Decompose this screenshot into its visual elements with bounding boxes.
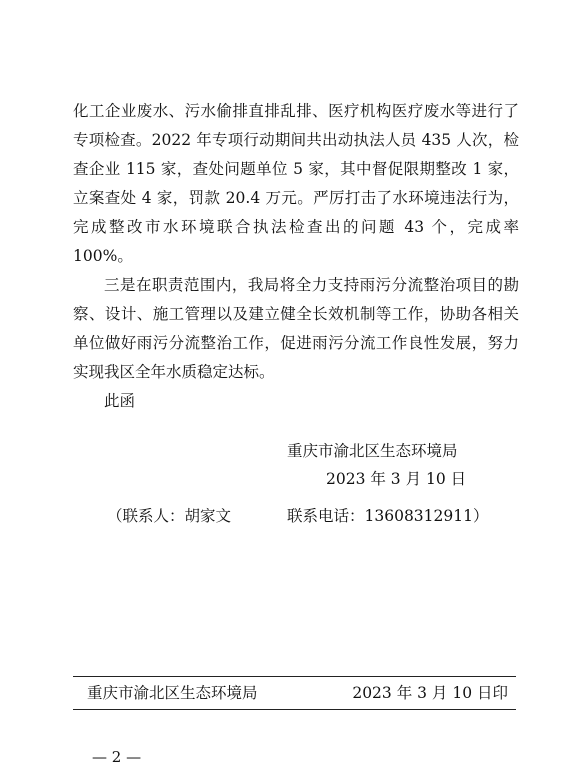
signature-organization: 重庆市渝北区生态环境局 (287, 442, 458, 460)
footer-print-date: 2023 年 3 月 10 日印 (352, 684, 508, 702)
signature-date: 2023 年 3 月 10 日 (326, 470, 467, 488)
paragraph-closing: 此函 (104, 392, 136, 410)
footer-top-rule (73, 676, 516, 677)
contact-phone: 联系电话：13608312911） (287, 507, 489, 525)
body-text (73, 97, 519, 416)
footer-issuer: 重庆市渝北区生态环境局 (87, 684, 258, 702)
paragraph-support-commitment: 三是在职责范围内，我局将全力支持雨污分流整治项目的勘察、设计、施工管理以及建立健全长效机制等工作，协助各相关单位做好雨污分流整治工作，促进雨污分流工作良性发展，努力实现我区全年水质稳定达标。 (73, 276, 519, 381)
paragraph-inspection-results: 化工企业废水、污水偷排直排乱排、医疗机构医疗废水等进行了专项检查。2022 年专项行动期间共出动执法人员 435 人次，检查企业 115 家，查处问题单位 5 家，其中督促限期整改 1 家，立案查处 4 家，罚款 20.4 万元。严厉打击了水环境违法行为，完成整改市水环境联合执法检查出的问题 43 个，完成率 100%。 (73, 102, 519, 265)
page-number: — 2 — (92, 748, 142, 766)
contact-person: （联系人：胡家文 (107, 507, 232, 525)
footer-bottom-rule (73, 709, 516, 710)
